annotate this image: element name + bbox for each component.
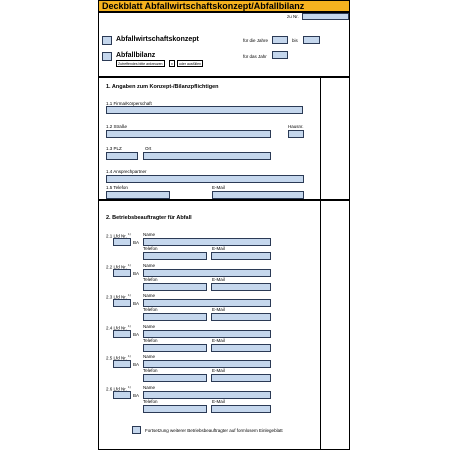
email-label: E-Mail: [212, 246, 225, 251]
email-label: E-Mail: [212, 368, 225, 373]
email-label: E-Mail: [212, 399, 225, 404]
continuation-label: Fortsetzung weiterer Betriebsbeauftragter auf formlosem Einlegeblatt: [145, 428, 283, 433]
telefon-label: Telefon: [143, 399, 158, 404]
lfd-nr-field[interactable]: [113, 238, 131, 246]
lfd-nr-text: 2.2 Lfd Nr.: [106, 264, 127, 270]
form-header: [98, 0, 350, 12]
telefon-label: Telefon: [143, 368, 158, 373]
lfd-nr-field[interactable]: [113, 360, 131, 368]
lfd-nr-text: 2.3 Lfd Nr.: [106, 294, 127, 300]
name-label: Name: [143, 263, 156, 268]
email-field[interactable]: [211, 374, 271, 382]
lfd-nr-field[interactable]: [113, 330, 131, 338]
hint-ausfuellen: oder ausfüllen: [179, 62, 201, 66]
footnote-marker: 1): [128, 232, 131, 236]
bilanz-label: Abfallbilanz: [116, 52, 156, 59]
footnote-marker: 1): [128, 324, 131, 328]
name-label: Name: [143, 324, 156, 329]
continuation-checkbox[interactable]: [132, 426, 141, 434]
email-field[interactable]: [211, 252, 271, 260]
telefon-label: Telefon: [143, 277, 158, 282]
hausnr-field[interactable]: [288, 130, 304, 138]
telefon-field[interactable]: [143, 374, 207, 382]
telefon-field[interactable]: [143, 283, 207, 291]
plz-field[interactable]: [106, 152, 138, 160]
firma-label: 1.1 Firma/Körperschaft: [106, 101, 152, 106]
name-field[interactable]: [143, 360, 271, 368]
zu-nr-label: zu Nr.: [287, 14, 299, 19]
ba-label: BA: [133, 362, 140, 367]
email-label: E-Mail: [212, 307, 225, 312]
ba-label: BA: [133, 240, 140, 245]
strasse-label: 1.2 Straße: [106, 124, 128, 129]
ba-label: BA: [133, 332, 140, 337]
jahre-to-field[interactable]: [303, 36, 320, 44]
email-field[interactable]: [211, 283, 271, 291]
email-field[interactable]: [211, 405, 271, 413]
section2-title: 2. Betriebsbeauftragter für Abfall: [106, 215, 192, 221]
zu-nr-field[interactable]: [302, 13, 349, 20]
email-label: E-Mail: [212, 277, 225, 282]
telefon-field[interactable]: [143, 313, 207, 321]
footnote-marker: 1): [128, 385, 131, 389]
right-column-divider: [320, 77, 321, 450]
hausnr-label: Hausnr.: [288, 124, 304, 129]
footnote-marker: 1): [128, 354, 131, 358]
hint-ankreuzen: Zutreffendes bitte ankreuzen: [118, 62, 163, 66]
ort-field[interactable]: [143, 152, 271, 160]
jahr-label: für das Jahr: [243, 54, 267, 59]
name-label: Name: [143, 293, 156, 298]
konzept-label: Abfallwirtschaftskonzept: [116, 36, 199, 43]
top-block: [98, 12, 350, 77]
section1-title: 1. Angaben zum Konzept-/Bilanzpflichtigen: [106, 84, 219, 90]
ort-label: Ort: [145, 146, 152, 151]
email-label: E-Mail: [212, 338, 225, 343]
footnote-marker: 1): [128, 293, 131, 297]
jahre-from-field[interactable]: [272, 36, 288, 44]
lfd-nr-text: 2.6 Lfd Nr.: [106, 386, 127, 392]
lfd-nr-text: 2.4 Lfd Nr.: [106, 325, 127, 331]
ansprech-label: 1.4 Ansprechpartner: [106, 169, 147, 174]
telefon-label: 1.5 Telefon: [106, 185, 128, 190]
lfd-nr-field[interactable]: [113, 299, 131, 307]
firma-field[interactable]: [106, 106, 303, 114]
plz-label: 1.3 PLZ: [106, 146, 122, 151]
telefon-field[interactable]: [106, 191, 170, 199]
jahre-label: für die Jahre: [243, 38, 269, 43]
lfd-nr-field[interactable]: [113, 269, 131, 277]
konzept-checkbox[interactable]: [102, 36, 112, 45]
name-label: Name: [143, 232, 156, 237]
name-field[interactable]: [143, 238, 271, 246]
email-label: E-Mail: [212, 185, 225, 190]
telefon-field[interactable]: [143, 344, 207, 352]
email-field[interactable]: [211, 313, 271, 321]
telefon-label: Telefon: [143, 246, 158, 251]
ba-label: BA: [133, 393, 140, 398]
lfd-nr-text: 2.5 Lfd Nr.: [106, 355, 127, 361]
name-field[interactable]: [143, 269, 271, 277]
ba-label: BA: [133, 271, 140, 276]
telefon-label: Telefon: [143, 307, 158, 312]
bis-label: bis: [292, 38, 298, 43]
form-title: Deckblatt Abfallwirtschaftskonzept/Abfallbilanz: [102, 1, 305, 11]
lfd-nr-field[interactable]: [113, 391, 131, 399]
lfd-nr-text: 2.1 Lfd Nr.: [106, 233, 127, 239]
email-field[interactable]: [212, 191, 304, 199]
name-label: Name: [143, 354, 156, 359]
name-label: Name: [143, 385, 156, 390]
telefon-field[interactable]: [143, 252, 207, 260]
name-field[interactable]: [143, 299, 271, 307]
name-field[interactable]: [143, 330, 271, 338]
email-field[interactable]: [211, 344, 271, 352]
telefon-field[interactable]: [143, 405, 207, 413]
ba-label: BA: [133, 301, 140, 306]
footnote-marker: 1): [128, 263, 131, 267]
strasse-field[interactable]: [106, 130, 271, 138]
bilanz-checkbox[interactable]: [102, 52, 112, 61]
jahr-field[interactable]: [272, 51, 288, 59]
hint-x: x: [171, 62, 173, 66]
ansprech-field[interactable]: [106, 175, 304, 183]
name-field[interactable]: [143, 391, 271, 399]
telefon-label: Telefon: [143, 338, 158, 343]
